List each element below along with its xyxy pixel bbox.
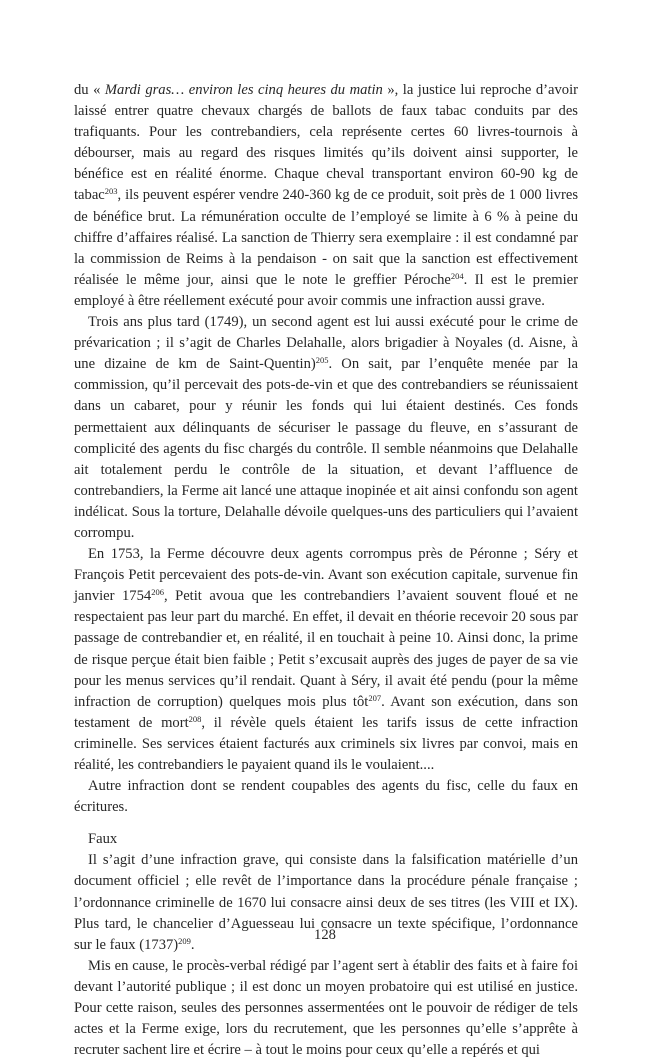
footnote-ref: 208 (188, 713, 202, 724)
text-run: En 1753, la Ferme découvre deux agents corrompus près de Péronne ; Séry et François Petit percevaient des pots-de-vin. Avant son exécution capitale, survenue fin janvier 1754 (74, 546, 578, 605)
text-run: », la justice lui reproche d’avoir laissé entrer quatre chevaux chargés de ballots de faux tabac conduits par des trafiquants. Pour les contrebandiers, cela représente certes 60 livres-tournois à débourser, mais au regard des risques limités qu’ils doivent ainsi supporter, le bénéfice est en réalité énorme. Chaque cheval transportant environ 60-90 kg de tabac (74, 82, 578, 204)
italic-quote: Mardi gras… environ les cinq heures du matin (104, 82, 383, 98)
text-run: Il s’agit d’une infraction grave, qui consiste dans la falsification matérielle d’un document officiel ; elle revêt de l’importance dans la procédure pénale française ; l’ordonnance criminelle de 1670 lui consacre ainsi deux de ses titres (les VIII et IX). Plus tard, le chancelier d’Aguesseau lui consacre un texte spécifique, l’ordonnance sur le faux (1737) (74, 852, 578, 953)
text-run: . Avant son exécution, dans son testament de mort (74, 693, 578, 731)
text-run: Faux (88, 831, 118, 848)
footnote-ref: 206 (151, 587, 164, 598)
paragraph (74, 312, 578, 544)
footnote-ref: 205 (315, 355, 329, 366)
paragraph (74, 80, 578, 312)
footnote-ref: 203 (104, 186, 118, 197)
text-run: du « (74, 82, 105, 98)
paragraph (74, 544, 578, 776)
footnote-ref: 207 (368, 692, 382, 703)
paragraph (74, 956, 578, 1061)
footnote-ref: 209 (178, 935, 191, 946)
text-run: Mis en cause, le procès-verbal rédigé par l’agent sert à établir des faits et à faire foi devant l’autorité publique ; il est donc un moyen probatoire qui est utilisé en justice. Pour cette raison, seules des personnes assermentées ont le pouvoir de rédiger de tels actes et la Ferme exige, lors du recrutement, que les personnes qu’elle s’apprête à recruter sachent lire et écrire – à tout le moins pour ceux qu’elle a repérés et qui (74, 957, 578, 1059)
text-run: Trois ans plus tard (1749), un second agent est lui aussi exécuté pour le crime de prévarication ; il s’agit de Charles Delahalle, alors brigadier à Noyales (d. Aisne, à une dizaine de km de Saint-Quentin) (74, 314, 578, 373)
text-run: , ils peuvent espérer vendre 240-360 kg de ce produit, soit près de 1 000 livres de bénéfice brut. La rémunération occulte de l’employé se limite à 6 % à peine du chiffre d’affaires réalisé. La sanction de Thierry sera exemplaire : il est condamné par la commission de Reims à la pendaison - on sait que la sanction est effectivement réalisée le même jour, ainsi que le note le greffier Péroche (74, 187, 578, 288)
section-heading (74, 829, 578, 850)
text-run: . (190, 936, 195, 953)
body-text (74, 80, 578, 1061)
text-run: . On sait, par l’enquête menée par la commission, qu’il percevait des pots-de-vin et que des contrebandiers se réunissaient dans un cabaret, pour y réunir les fonds qui lui étaient destinés. Ces fonds permettaient aux délinquants de sécuriser le passage du fleuve, en s’assurant de complicité des agents du fisc chargés du contrôle. Il semble néanmoins que Delahalle ait totalement perdu le contrôle de la situation, et devant l’affluence de contrebandiers, la Ferme ait lancé une attaque inopinée et ait ainsi confondu son agent indélicat. Sous la torture, Delahalle dévoile quelques-uns des particuliers qui l’avaient corrompu. (74, 356, 578, 541)
footnote-ref: 204 (450, 270, 464, 281)
text-run: . Il est le premier employé à être réellement exécuté pour avoir commis une infraction aussi grave. (74, 271, 578, 309)
page-number: 128 (314, 927, 336, 943)
text-run: Autre infraction dont se rendent coupables des agents du fisc, celle du faux en écritures. (74, 778, 578, 816)
text-run: , il révèle quels étaient les tarifs issus de cette infraction criminelle. Ses services étaient facturés aux criminels six livres par convoi, mais en réalité, les contrebandiers le payaient quand ils le voulaient.... (74, 714, 578, 773)
paragraph (74, 776, 578, 818)
text-run: , Petit avoua que les contrebandiers l’avaient souvent floué et ne respectaient pas leur part du marché. En effet, il devait en théorie recevoir 20 sous par passage de contrebandier et, en réalité, il en touchait à peine 10. Ainsi donc, la prime de risque perçue était bien faible ; Petit s’excusait auprès des juges de payer de sa vie pour les menus services qu’il rendait. Quant à Séry, il avait été pendu (pour la même infraction de corruption) quelques mois plus tôt (74, 588, 578, 710)
